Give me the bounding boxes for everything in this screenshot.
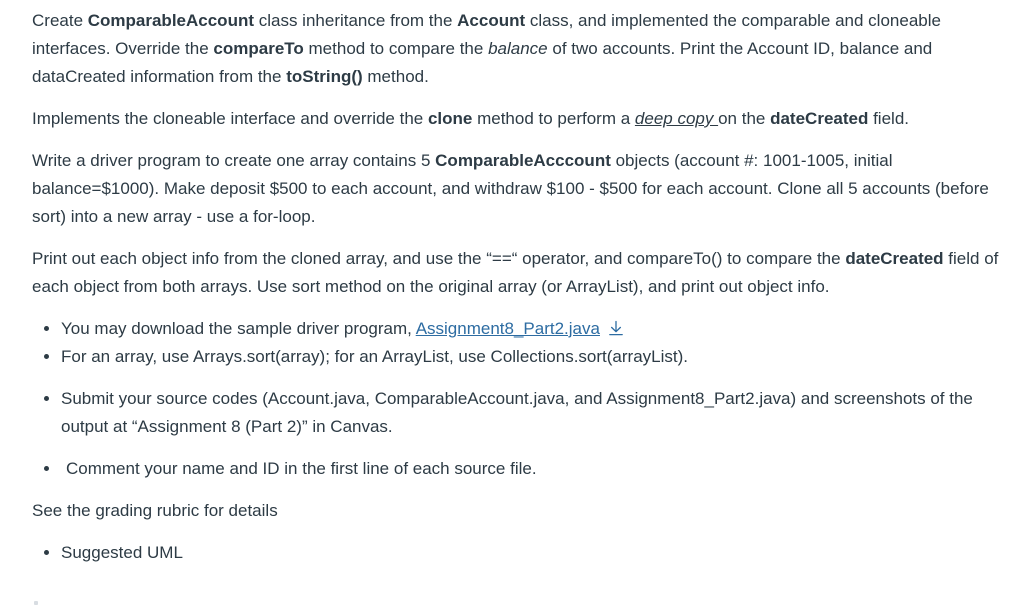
text: field of each object from both arrays. Use sort method on the original array (or ArrayList), and print out object info.	[32, 249, 999, 296]
bold-text: ComparableAccount	[87, 11, 254, 30]
image-placeholder-icon	[34, 601, 38, 605]
text: method to perform a	[472, 109, 635, 128]
list-item	[61, 315, 1007, 343]
text: For an array, use Arrays.sort(array); for an ArrayList, use Collections.sort(arrayList).	[61, 347, 688, 366]
bullet-list-submission	[32, 385, 1007, 441]
text: class, and implemented the comparable and cloneable interfaces. Override the	[32, 11, 941, 58]
driver-program-link[interactable]: Assignment8_Part2.java	[415, 319, 600, 338]
text: method to compare the	[303, 39, 489, 58]
download-icon[interactable]	[608, 317, 624, 333]
underlined-italic-text: deep copy	[634, 109, 719, 128]
text: Implements the cloneable interface and override the	[32, 109, 428, 128]
bold-text: clone	[427, 109, 473, 128]
paragraph-clone-requirements	[32, 105, 1007, 133]
text: of two accounts. Print the Account ID, balance and dataCreated information from the	[32, 39, 933, 86]
italic-text: balance	[488, 39, 548, 58]
text: Write a driver program to create one array contains 5	[32, 151, 436, 170]
list-item	[61, 455, 1007, 483]
paragraph-grading	[32, 497, 1007, 525]
text: You may download the sample driver program,	[61, 319, 416, 338]
bullet-list-resources	[32, 315, 1007, 371]
text: field.	[868, 109, 909, 128]
text: See the grading rubric for details	[32, 501, 278, 520]
paragraph-driver-requirements	[32, 147, 1007, 231]
text: Suggested UML	[61, 543, 183, 562]
bold-text: toString()	[286, 67, 363, 86]
list-item	[61, 343, 1007, 371]
text: method.	[362, 67, 429, 86]
text: Comment your name and ID in the first line of each source file.	[66, 459, 537, 478]
paragraph-class-requirements	[32, 7, 1007, 91]
text: objects (account #: 1001-1005, initial balance=$1000). Make deposit $500 to each account, and withdraw $100 - $500 for each account. Clone all 5 accounts (before sort) into a new array - use a for-loop.	[32, 151, 989, 226]
bullet-list-comment	[32, 455, 1007, 483]
assignment-description	[32, 7, 1007, 581]
text: Create	[32, 11, 88, 30]
bold-text: compareTo	[213, 39, 304, 58]
text: class inheritance from the	[254, 11, 458, 30]
bold-text: dateCreated	[770, 109, 869, 128]
paragraph-print-requirements	[32, 245, 1007, 301]
bold-text: Account	[457, 11, 526, 30]
text: on the	[718, 109, 771, 128]
text: Submit your source codes (Account.java, ComparableAccount.java, and Assignment8_Part2.java) and screenshots of the output at “Assignment 8 (Part 2)” in Canvas.	[61, 389, 973, 436]
bold-text: ComparableAcccount	[435, 151, 611, 170]
bold-text: dateCreated	[845, 249, 944, 268]
text: Print out each object info from the cloned array, and use the “==“ operator, and compareTo() to compare the	[32, 249, 846, 268]
bullet-list-uml	[32, 539, 1007, 567]
list-item	[61, 385, 1007, 441]
list-item	[61, 539, 1007, 567]
